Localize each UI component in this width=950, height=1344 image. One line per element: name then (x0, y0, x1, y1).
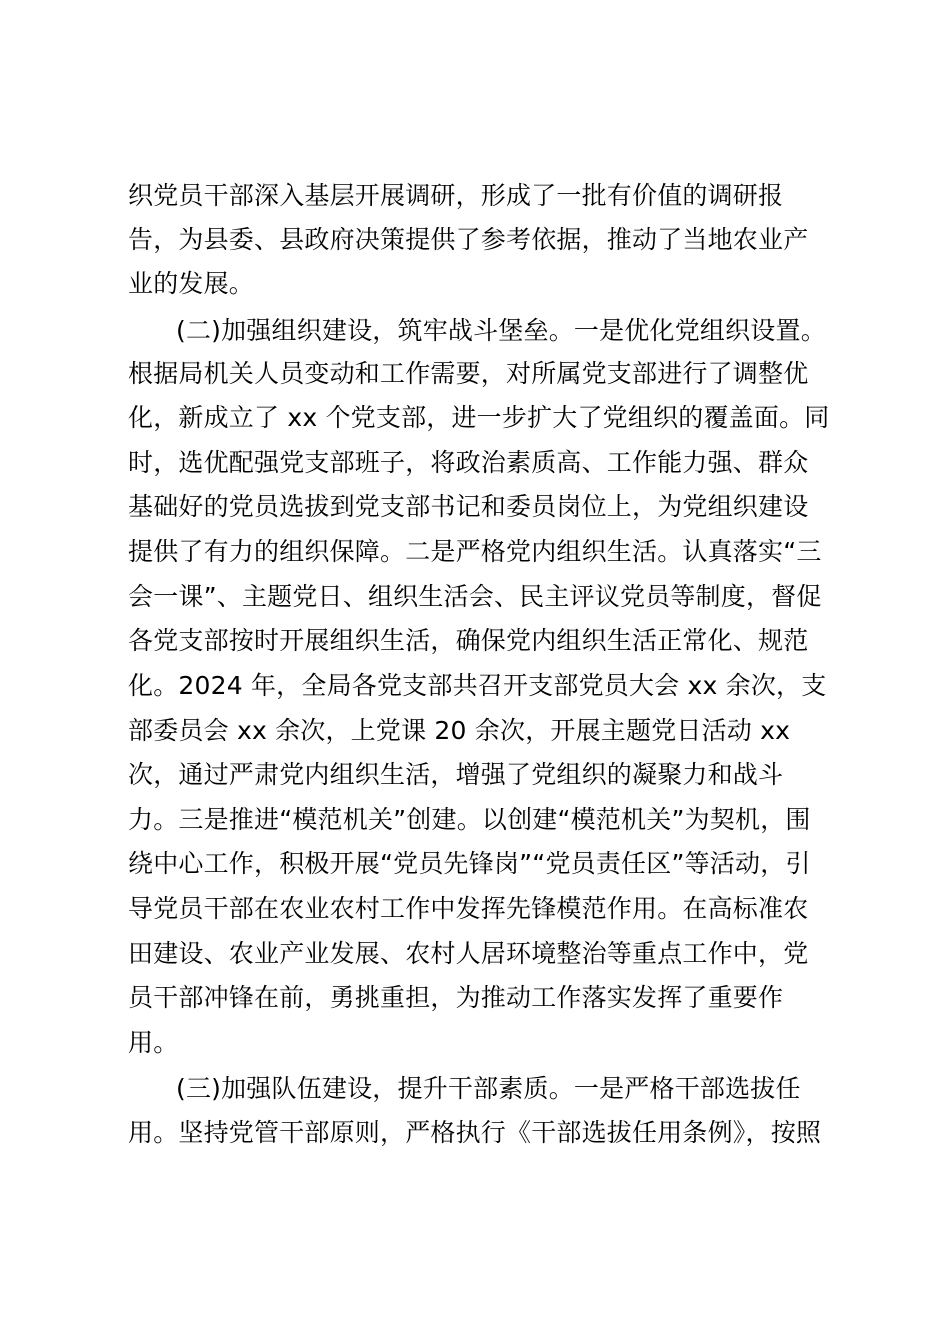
text-line: 化，新成立了 xx 个党支部，进一步扩大了党组织的覆盖面。同 (128, 403, 830, 432)
text-line: 各党支部按时开展组织生活，确保党内组织生活正常化、规范 (128, 626, 809, 655)
text-line: 时，选优配强党支部班子，将政治素质高、工作能力强、群众 (128, 448, 809, 477)
text-line: 员干部冲锋在前，勇挑重担，为推动工作落实发挥了重要作 (128, 983, 784, 1012)
text-line: 会一课”、主题党日、组织生活会、民主评议党员等制度，督促 (128, 582, 822, 611)
section-heading-line: (三)加强队伍建设，提升干部素质。一是严格干部选拔任 (176, 1074, 801, 1103)
text-line: 部委员会 xx 余次，上党课 20 余次，开展主题党日活动 xx (128, 716, 791, 745)
text-line: 织党员干部深入基层开展调研，形成了一批有价值的调研报 (128, 181, 784, 210)
text-line: 提供了有力的组织保障。二是严格党内组织生活。认真落实“三 (128, 537, 822, 566)
text-line: 化。2024 年，全局各党支部共召开支部党员大会 xx 余次，支 (128, 671, 827, 700)
text-line: 田建设、农业产业发展、农村人居环境整治等重点工作中，党 (128, 939, 809, 968)
text-line: 力。三是推进“模范机关”创建。以创建“模范机关”为契机，围 (128, 805, 811, 834)
text-line: 用。坚持党管干部原则，严格执行《干部选拔任用条例》，按照 (128, 1118, 822, 1147)
text-line: 用。 (128, 1028, 179, 1057)
text-line: 基础好的党员选拔到党支部书记和委员岗位上，为党组织建设 (128, 492, 809, 521)
text-line: 业的发展。 (128, 269, 255, 298)
text-line: 告，为县委、县政府决策提供了参考依据，推动了当地农业产 (128, 225, 809, 254)
text-line: 次，通过严肃党内组织生活，增强了党组织的凝聚力和战斗 (128, 760, 784, 789)
text-line: 绕中心工作，积极开展“党员先锋岗”“党员责任区”等活动，引 (128, 849, 811, 878)
text-line: 根据局机关人员变动和工作需要，对所属党支部进行了调整优 (128, 359, 809, 388)
text-line: 导党员干部在农业农村工作中发挥先锋模范作用。在高标准农 (128, 894, 809, 923)
section-heading-line: (二)加强组织建设，筑牢战斗堡垒。一是优化党组织设置。 (176, 316, 826, 345)
